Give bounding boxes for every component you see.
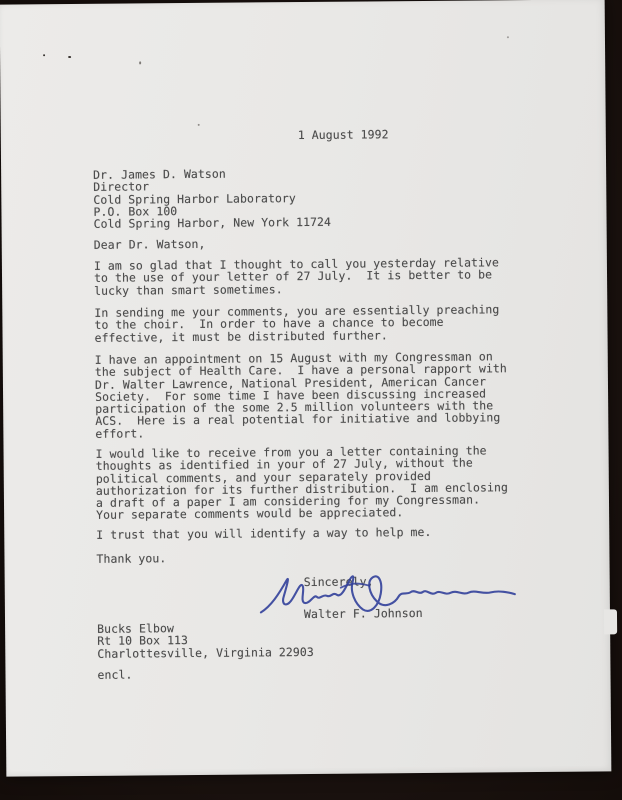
typed-signature-name: Walter F. Johnson [303, 605, 423, 622]
paper-speck [198, 124, 200, 126]
paper-edge-tab [604, 609, 617, 634]
salutation: Dear Dr. Watson, [93, 236, 206, 252]
paper-speck [507, 36, 509, 38]
enclosure-note: encl. [97, 667, 133, 682]
paragraph-3: I have an appointment on 15 August with my Congressman on the subject of Health Care. I have a personal rapport with Dr. Walter Lawrence, National President, American Cancer Society. For some time I have been discussing increased participation of the some 2.5 million volunteers with the ACS. Here is a real potential for initiative and lobbying effort. [94, 349, 507, 441]
recipient-address: Dr. James D. Watson Director Cold Spring Harbor Laboratory P.O. Box 100 Cold Spring Harbor, New York 11724 [93, 166, 332, 232]
closing-request: I trust that you will identify a way to help me. [96, 524, 432, 542]
paper-speck [68, 56, 71, 58]
thanks-line: Thank you. [96, 551, 167, 566]
paper-speck [43, 54, 45, 56]
paragraph-4: I would like to receive from you a letter containing the thoughts as identified in your of 27 July, without the political comments, and your separately provided authorization for its further distribution. I am enclosing a draft of a paper I am considering for my Congressman. Your separate comments would be appreciated. [95, 443, 508, 523]
paper-speck [139, 61, 141, 64]
paragraph-2: In sending me your comments, you are essentially preaching to the choir. In order to have a chance to become effective, it must be distributed further. [94, 302, 500, 345]
valediction: Sincerely, [303, 574, 374, 590]
letter-date: 1 August 1992 [297, 127, 389, 143]
paragraph-1: I am so glad that I thought to call you yesterday relative to the use of your letter of 27 July. It is better to be lucky than smart sometimes. [93, 255, 500, 298]
sender-address: Bucks Elbow Rt 10 Box 113 Charlottesville, Virginia 22903 [97, 621, 314, 661]
